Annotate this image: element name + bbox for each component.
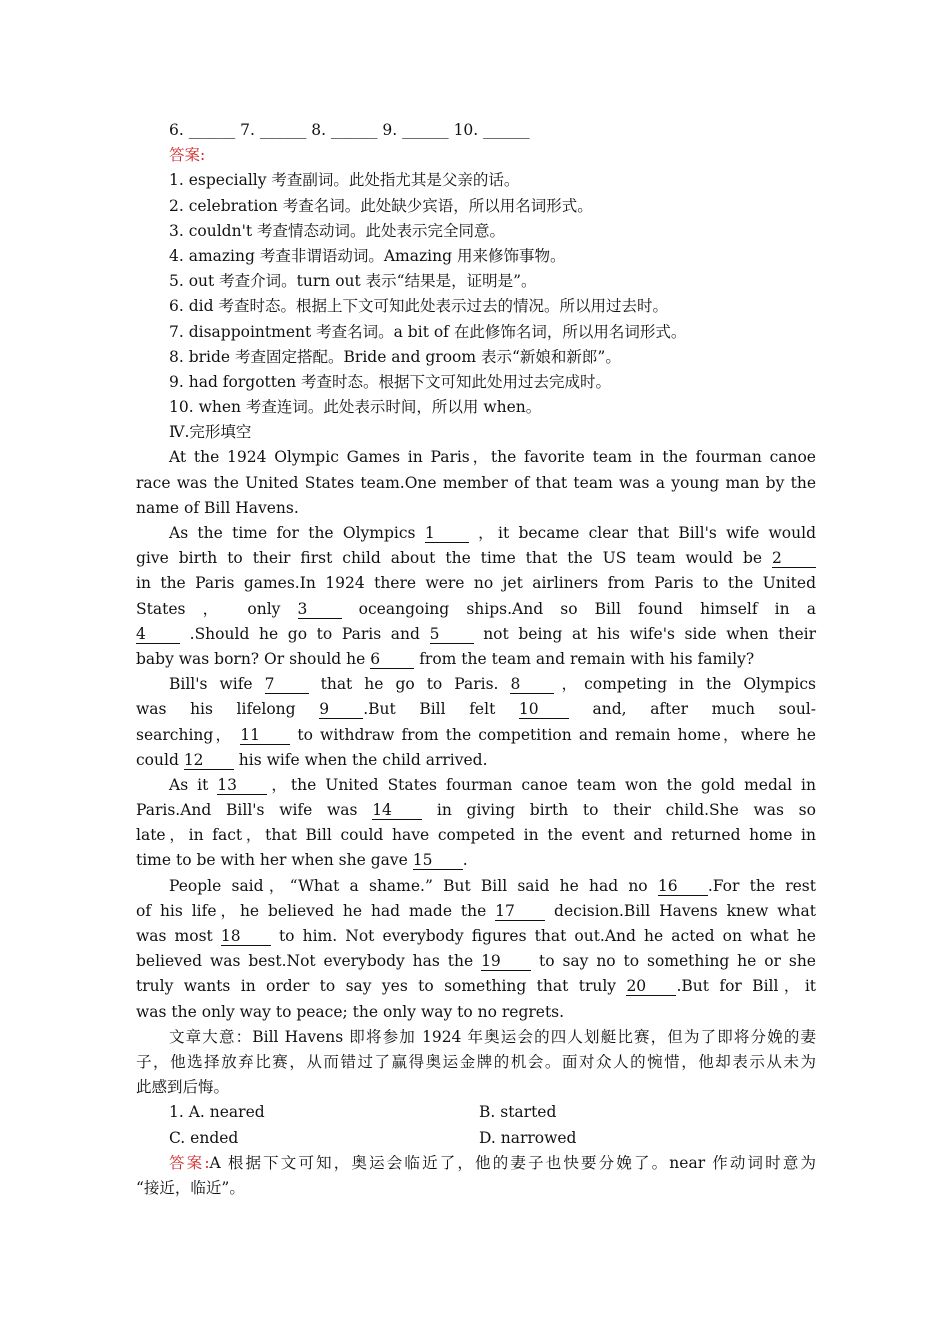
answer-item: 5. out 考查介词。turn out 表示“结果是，证明是”。: [169, 272, 537, 291]
option-a: 1. A. neared: [169, 1103, 265, 1122]
paragraph-1: At the 1924 Olympic Games in Paris，the favorite team in the fourman canoe race was the United States team.One member of that team was a young man by the name of Bill Havens.: [136, 448, 816, 517]
blank-6: 6: [370, 650, 414, 669]
paragraph-2: As the time for the Olympics 1 ，it became clear that Bill's wife would give birth to their first child about the time that the US team would be 2 in the Paris games.In 1924 there were no jet airliners from Paris to the United States ， only 3 oceangoing ships.And so Bill found himself in a 4 .Should he go to Paris and 5 not being at his wife's side when their baby was born? Or should he 6 from the team and remain with his family?: [136, 524, 816, 668]
blank-19: 19: [481, 952, 531, 971]
blanks-row: 6. ______ 7. ______ 8. ______ 9. ______ 10. ______: [169, 121, 530, 139]
blank-14: 14: [372, 801, 422, 820]
option-c: C. ended: [169, 1128, 239, 1147]
paragraph-4: As it 13 ，the United States fourman canoe team won the gold medal in Paris.And Bill's wife was 14 in giving birth to their child.She was so late，in fact，that Bill could have competed in the event and returned home in time to be with her when she gave 15 .: [136, 775, 816, 870]
option-b: B. started: [479, 1103, 557, 1122]
blank-11: 11: [240, 726, 290, 745]
answer-item: 9. had forgotten 考查时态。根据下文可知此处用过去完成时。: [169, 372, 612, 391]
blank-10: 10: [519, 700, 569, 719]
paragraph-5: People said，“What a shame.” But Bill said he had no 16 .For the rest of his life，he believed he had made the 17 decision.Bill Havens knew what was most 18 to him. Not everybody figures that out.And he acted on what he believed was best.Not everybody has the 19 to say no to something he or she truly wants in order to say yes to something that truly 20 .But for Bill，it was the only way to peace; the only way to no regrets.: [136, 876, 817, 1021]
blank-12: 12: [184, 751, 234, 770]
answer-item: 2. celebration 考查名词。此处缺少宾语，所以用名词形式。: [169, 196, 593, 215]
summary: 文章大意：Bill Havens 即将参加 1924 年奥运会的四人划艇比赛，但为了即将分娩的妻 子，他选择放弃比赛，从而错过了赢得奥运金牌的机会。面对众人的惋惜，他却表示从未为 此感到后悔。: [136, 1027, 816, 1097]
blank-17: 17: [495, 902, 545, 921]
answer-label: 答案:: [169, 1153, 210, 1172]
blank-5: 5: [430, 625, 474, 644]
blank-4: 4: [136, 625, 180, 644]
option-d: D. narrowed: [479, 1128, 577, 1147]
answer-item: 4. amazing 考查非谓语动词。Amazing 用来修饰事物。: [169, 246, 566, 265]
answer-item: 1. especially 考查副词。此处指尤其是父亲的话。: [169, 171, 520, 190]
blank-20: 20: [626, 977, 676, 996]
answer-item: 7. disappointment 考查名词。a bit of 在此修饰名词，所以用名词形式。: [169, 322, 687, 341]
paragraph-3: Bill's wife 7 that he go to Paris. 8 ，competing in the Olympics was his lifelong 9 .But Bill felt 10 and, after much soul- searching， 11 to withdraw from the competition and remain home，where he could 12 his wife when the child arrived.: [136, 675, 816, 769]
blank-13: 13: [217, 776, 267, 795]
question-1-options-row-1: [136, 1100, 816, 1125]
blank-7: 7: [265, 675, 309, 694]
answer-label: 答案:: [169, 146, 206, 165]
answer-item: 3. couldn't 考查情态动词。此处表示完全同意。: [169, 221, 505, 240]
blank-18: 18: [221, 927, 271, 946]
document-page: [136, 118, 816, 1201]
blank-1: 1: [425, 524, 469, 543]
blank-3: 3: [298, 600, 342, 619]
blank-2: 2: [772, 549, 816, 568]
answer-item: 6. did 考查时态。根据上下文可知此处表示过去的情况。所以用过去时。: [169, 297, 668, 316]
section-title: Ⅳ.完形填空: [169, 423, 252, 442]
blank-15: 15: [413, 851, 463, 870]
blank-16: 16: [658, 877, 708, 896]
question-1-options-row-2: [136, 1126, 816, 1151]
blank-9: 9: [319, 700, 363, 719]
answer-item: 8. bride 考查固定搭配。Bride and groom 表示“新娘和新郎”。: [169, 347, 621, 366]
blank-8: 8: [510, 675, 554, 694]
answer-item: 10. when 考查连词。此处表示时间，所以用 when。: [169, 398, 542, 417]
question-1-answer: 答案:A 根据下文可知，奥运会临近了，他的妻子也快要分娩了。near 作动词时意为 “接近，临近”。: [136, 1153, 816, 1197]
